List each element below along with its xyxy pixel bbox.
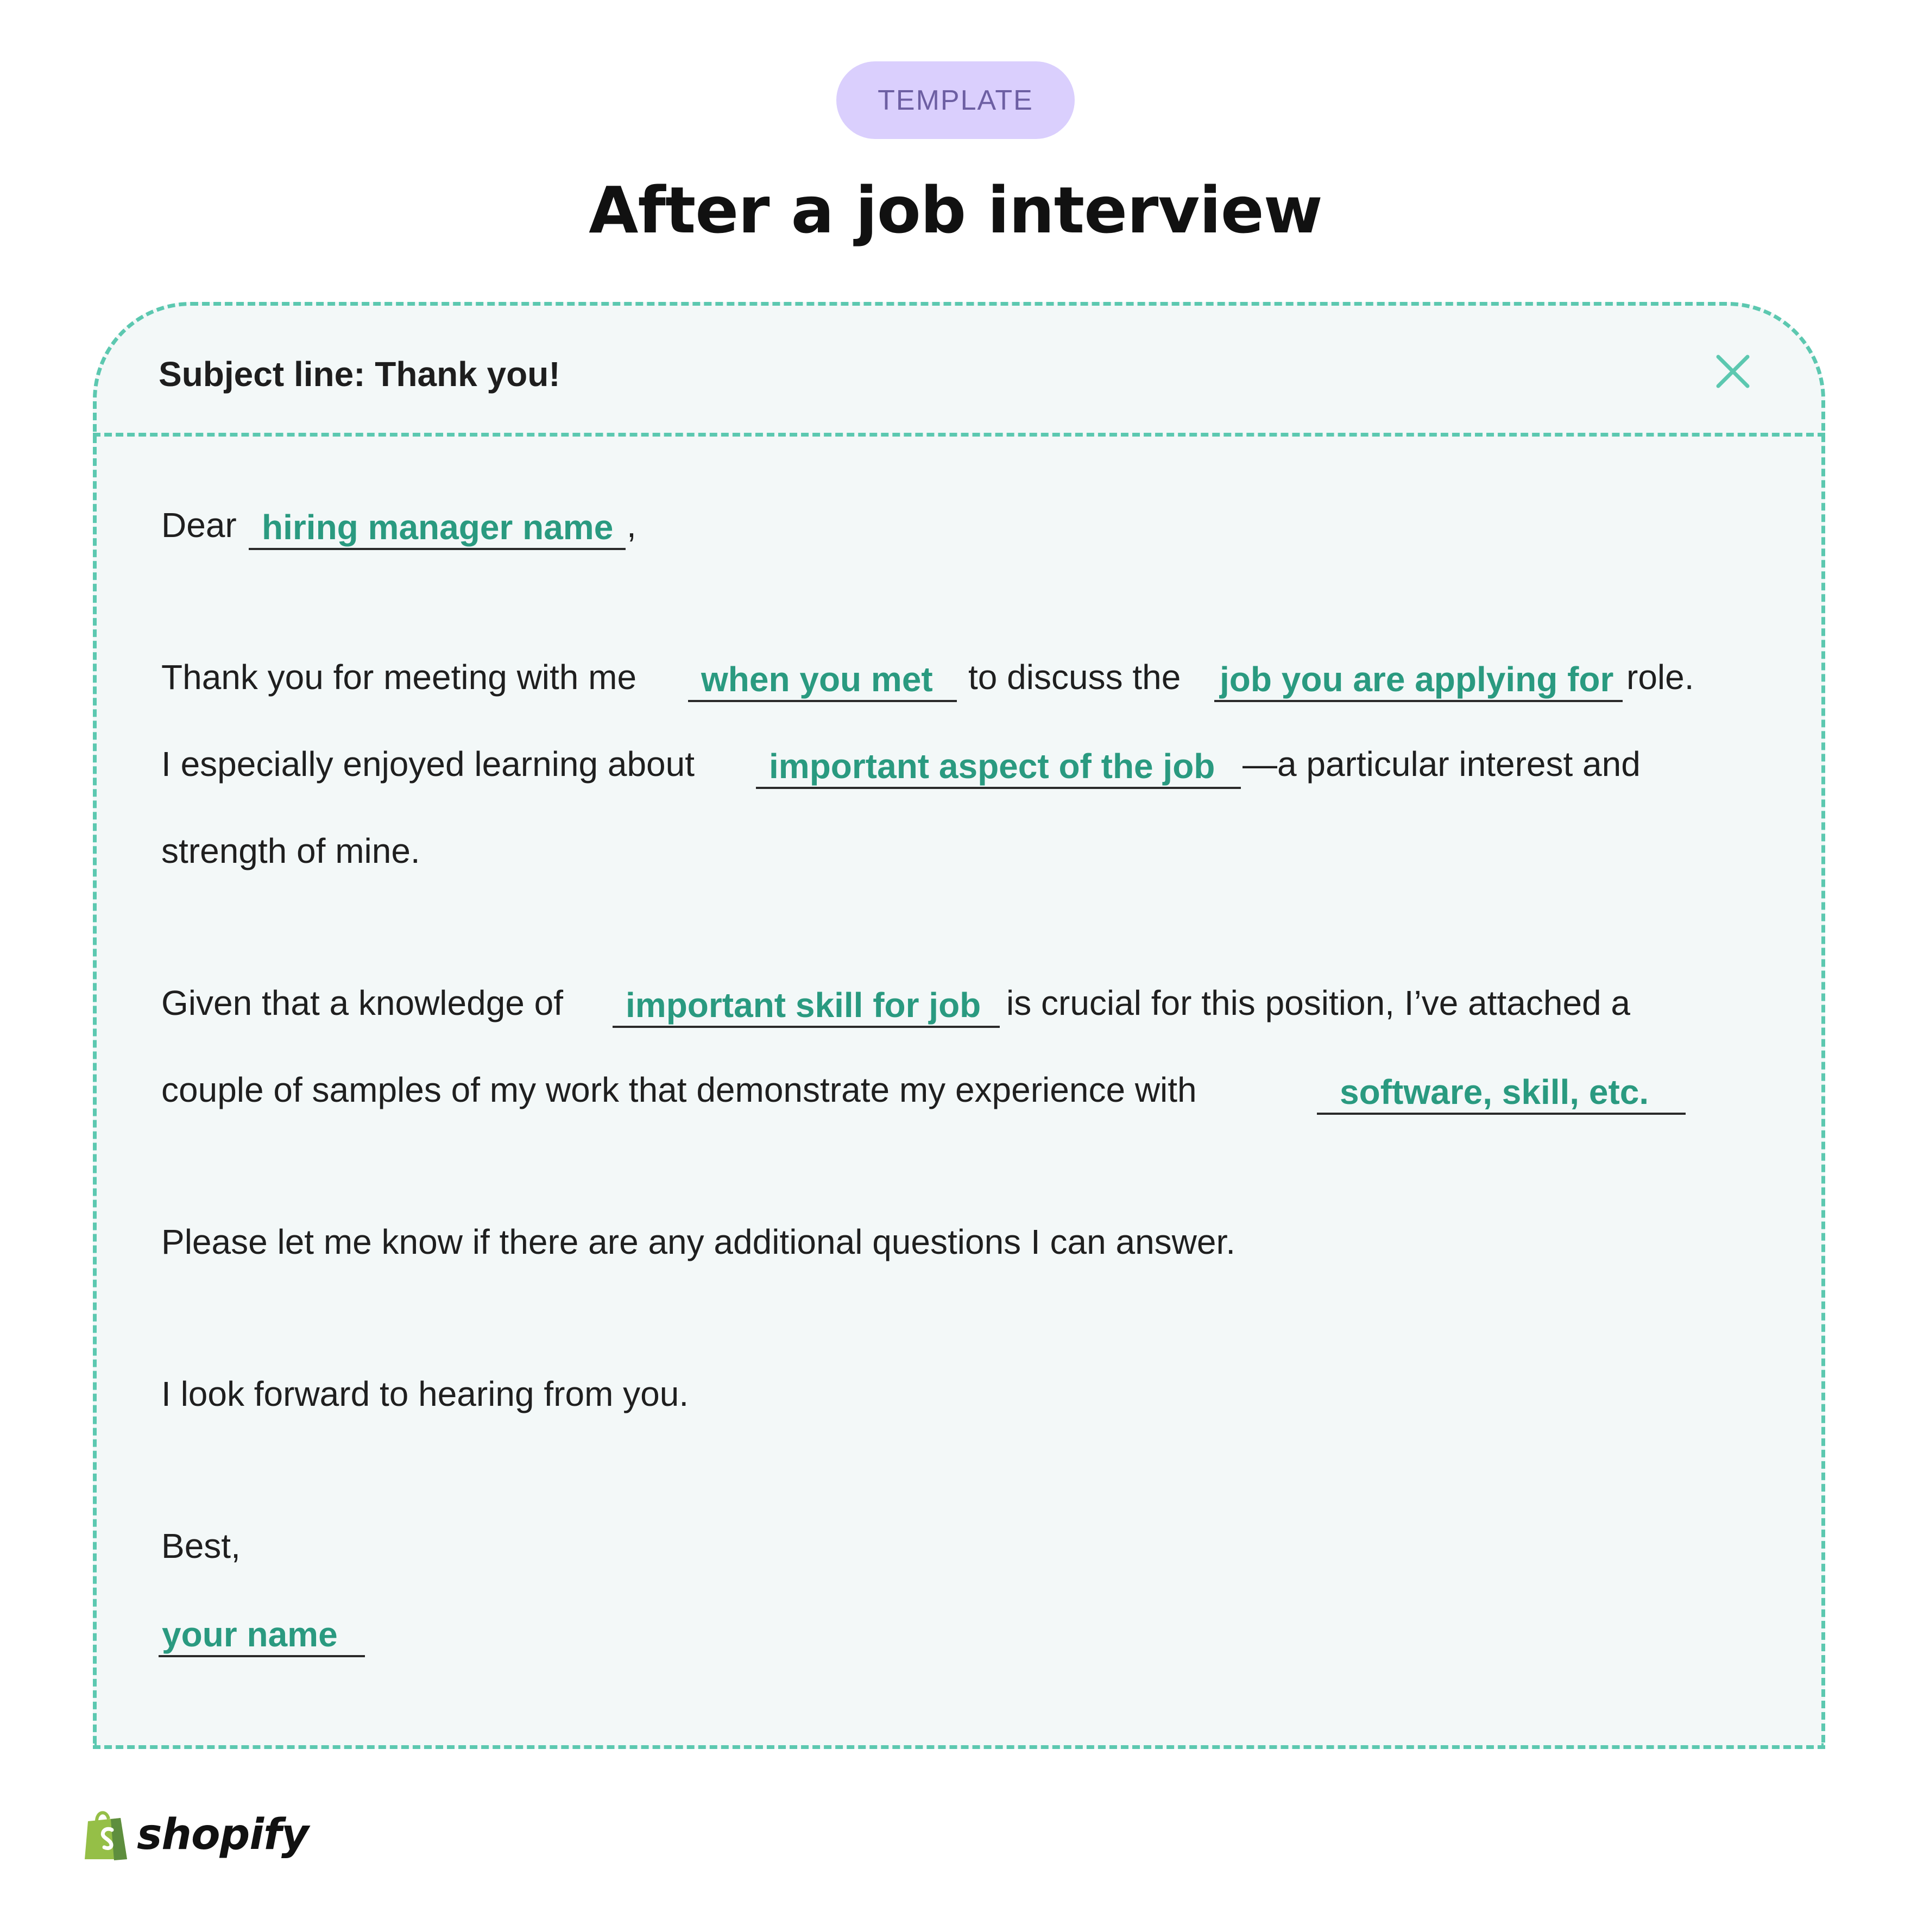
p1-line1-b: to discuss the [968, 658, 1181, 697]
p1-line2-b: —a particular interest and [1243, 744, 1641, 784]
template-badge: TEMPLATE [836, 61, 1075, 139]
p2-line1-a: Given that a knowledge of [161, 983, 564, 1022]
page-title: After a job interview [589, 173, 1322, 248]
blank-hiring-manager-name[interactable]: hiring manager name [249, 510, 626, 550]
subject-line: Subject line: Thank you! [159, 355, 560, 394]
blank-important-skill-for-job[interactable]: important skill for job [613, 988, 1000, 1028]
p4-line: I look forward to hearing from you. [161, 1374, 689, 1413]
blank-important-aspect-of-the-job[interactable]: important aspect of the job [756, 749, 1241, 789]
p2-line2-a: couple of samples of my work that demonstrate my experience with [161, 1070, 1197, 1109]
shopify-logo [83, 1805, 308, 1865]
greeting-suffix: , [627, 506, 636, 545]
p3-line: Please let me know if there are any additional questions I can answer. [161, 1222, 1236, 1261]
p1-line1-a: Thank you for meeting with me [161, 658, 637, 697]
greeting-prefix: Dear [161, 506, 237, 545]
signoff: Best, [161, 1526, 241, 1565]
p1-line3: strength of mine. [161, 831, 420, 870]
blank-software-skill-etc[interactable]: software, skill, etc. [1317, 1075, 1686, 1115]
blank-your-name[interactable]: your name [159, 1617, 365, 1657]
subject-divider [93, 433, 1825, 437]
blank-job-you-are-applying-for[interactable]: job you are applying for [1214, 662, 1623, 702]
shopping-bag-icon [83, 1807, 130, 1862]
p1-line1-c: role. [1626, 658, 1694, 697]
p1-line2-a: I especially enjoyed learning about [161, 744, 695, 784]
close-icon[interactable] [1715, 353, 1751, 389]
blank-when-you-met[interactable]: when you met [688, 662, 957, 702]
p2-line1-b: is crucial for this position, I’ve attached a [1006, 983, 1630, 1022]
shopify-wordmark: shopify [137, 1810, 308, 1859]
